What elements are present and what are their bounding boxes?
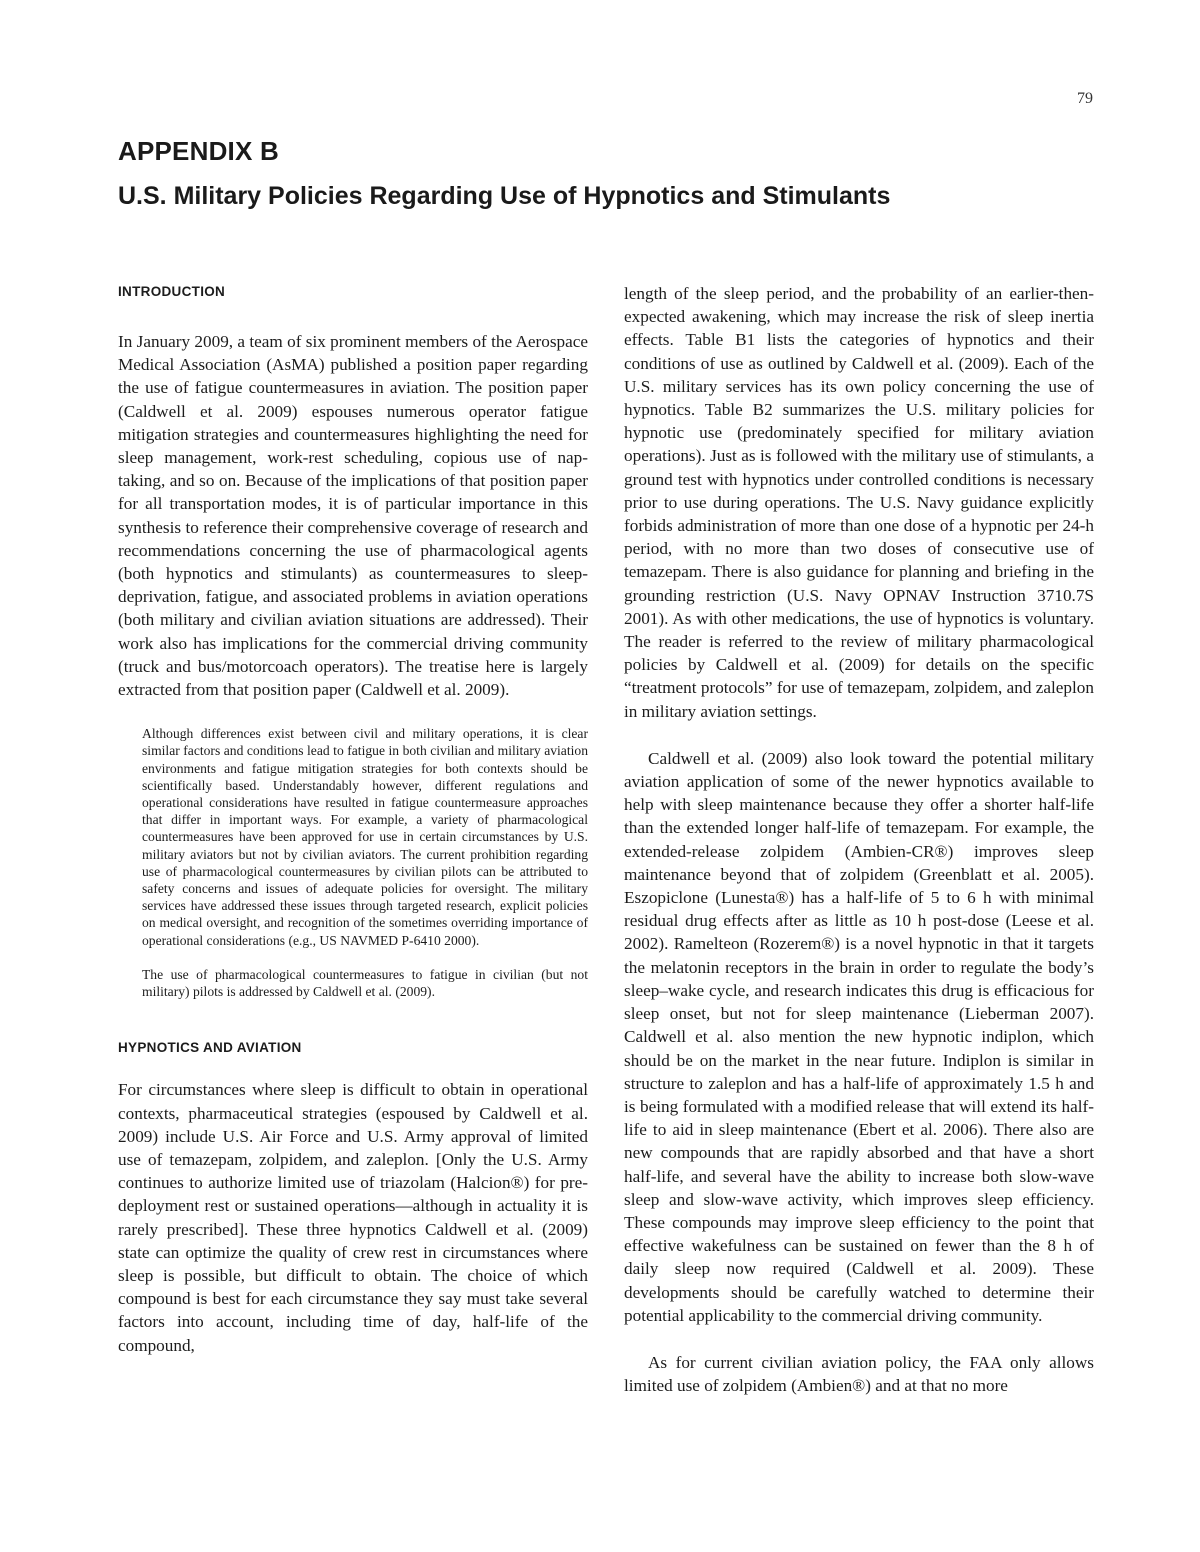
intro-paragraph: In January 2009, a team of six prominent members of the Aerospace Medical Association (AsMA) published a position paper regarding the use of fatigue countermeasures in aviation. The position paper (Caldwell et al. 2009) espouses numerous operator fatigue mitigation strategies and countermeasures highlighting the need for sleep management, work-rest scheduling, copious use of nap-taking, and so on. Because of the implications of that position paper for all transportation modes, it is of particular importance in this synthesis to reference their comprehensive coverage of research and recommendations concerning the use of pharmacological agents (both hypnotics and stimulants) as countermeasures to sleep-deprivation, fatigue, and associated problems in aviation operations (both military and civilian aviation situations are addressed). Their work also has implications for the commercial driving community (truck and bus/motorcoach operators). The treatise here is largely extracted from that position paper (Caldwell et al. 2009). [118, 332, 588, 700]
right-column [624, 282, 1094, 1397]
right-paragraph-2: Caldwell et al. (2009) also look toward the potential military aviation application of some of the newer hypnotics available to help with sleep maintenance because they offer a shorter half-life than the extended longer half-life of temazepam. For example, the extended-release zolpidem (Ambien-CR®) improves sleep maintenance beyond that of zolpidem (Greenblatt et al. 2005). Eszopiclone (Lunesta®) has a half-life of 5 to 6 h with minimal residual drug effects after as little as 10 h post-dose (Leese et al. 2002). Ramelteon (Rozerem®) is a novel hypnotic in that it targets the melatonin receptors in the brain in order to regulate the body’s sleep–wake cycle, and research indicates this drug is efficacious for sleep onset, but not for sleep maintenance (Lieberman 2007). Caldwell et al. also mention the new hypnotic indiplon, which should be on the market in the near future. Indiplon is similar in structure to zaleplon and has a half-life of approximately 1.5 h and is being formulated with a modified release that will extend its half-life to aid in sleep maintenance (Ebert et al. 2006). There also are new compounds that are rapidly absorbed and that have a short half-life, and several have the ability to increase both slow-wave sleep and slow-wave activity, which improves sleep efficiency. These compounds may improve sleep efficiency to the point that effective wakefulness can be sustained on fewer than the 8 h of daily sleep now required (Caldwell et al. 2009). These developments should be carefully watched to determine their potential applicability to the commercial driving community. [624, 748, 1094, 1325]
right-paragraph-1: length of the sleep period, and the probability of an earlier-then-expected awakening, which may increase the risk of sleep inertia effects. Table B1 lists the categories of hypnotics and their conditions of use as outlined by Caldwell et al. (2009). Each of the U.S. military services has its own policy concerning the use of hypnotics. Table B2 summarizes the U.S. military policies for hypnotic use (predominately specified for military aviation operations). Just as is followed with the military use of stimulants, a ground test with hypnotics under controlled conditions is necessary prior to use during operations. The U.S. Navy guidance explicitly forbids administration of more than one dose of a hypnotic per 24-h period, with no more than two doses of consecutive use of temazepam. There is also guidance for planning and briefing in the grounding restriction (U.S. Navy OPNAV Instruction 3710.7S 2001). As with other medications, the use of hypnotics is voluntary. The reader is referred to the review of military pharmacological policies by Caldwell et al. (2009) for details on the specific “treatment protocols” for use of temazepam, zolpidem, and zaleplon in military aviation settings. [624, 284, 1094, 721]
quote-paragraph-1: Although differences exist between civil and military operations, it is clear similar factors and conditions lead to fatigue in both civilian and military aviation environments and fatigue mitigation strategies for both contexts should be scientifically based. Understandably however, different regulations and operational considerations have resulted in fatigue countermeasure approaches that differ in important ways. For example, a variety of pharmacological countermeasures have been approved for use in certain circumstances by U.S. military aviators but not by civilian aviators. The current prohibition regarding use of pharmacological countermeasures by civilian pilots can be attributed to safety concerns and issues of adequate policies for oversight. The military services have addressed these issues through targeted research, explicit policies on medical oversight, and recognition of the sometimes overriding importance of operational considerations (e.g., US NAVMED P-6410 2000). [142, 726, 588, 948]
left-column [118, 282, 588, 1357]
section-heading-hypnotics: HYPNOTICS AND AVIATION [118, 1040, 302, 1056]
quote-paragraph-2: The use of pharmacological countermeasures to fatigue in civilian (but not military) pilots is addressed by Caldwell et al. (2009). [142, 966, 588, 1000]
right-paragraph-3: As for current civilian aviation policy, the FAA only allows limited use of zolpidem (Ambien®) and at that no more [624, 1352, 1094, 1396]
appendix-title: U.S. Military Policies Regarding Use of Hypnotics and Stimulants [118, 182, 891, 210]
appendix-label: APPENDIX B [118, 136, 279, 166]
page-number: 79 [1077, 90, 1093, 107]
hypnotics-paragraph: For circumstances where sleep is difficult to obtain in operational contexts, pharmaceutical strategies (espoused by Caldwell et al. 2009) include U.S. Air Force and U.S. Army approval of limited use of temazepam, zolpidem, and zaleplon. [Only the U.S. Army continues to authorize limited use of triazolam (Halcion®) for pre-deployment rest or sustained operations—although in actuality it is rarely prescribed]. These three hypnotics Caldwell et al. (2009) state can optimize the quality of crew rest in circumstances where sleep is possible, but difficult to obtain. The choice of which compound is best for each circumstance they say must take several factors into account, including time of day, half-life of the compound, [118, 1080, 588, 1355]
section-heading-introduction: INTRODUCTION [118, 284, 226, 299]
block-quote [142, 725, 588, 1000]
